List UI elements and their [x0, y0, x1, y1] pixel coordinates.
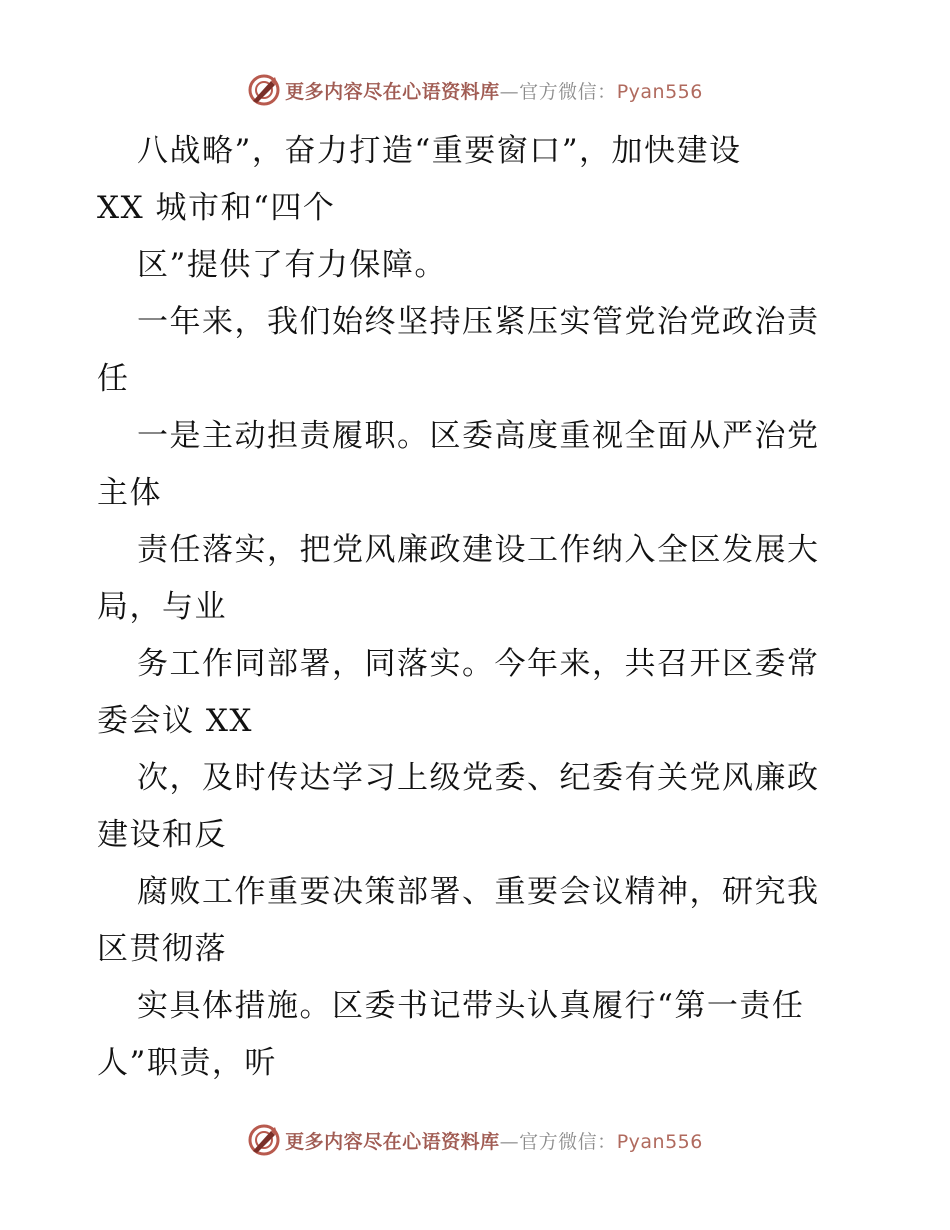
- text-line: 局，与业: [97, 589, 227, 625]
- text-line: 委会议 XX: [97, 703, 253, 739]
- text-line: 人”职责，听: [97, 1045, 277, 1081]
- text-line: 责任落实，把党风廉政建设工作纳入全区发展大: [137, 532, 820, 568]
- text-line: 次，及时传达学习上级党委、纪委有关党风廉政: [137, 760, 820, 796]
- watermark-lead: 更多内容尽在心语资料库: [285, 1130, 500, 1153]
- text-line: 建设和反: [97, 817, 227, 853]
- text-line: 一年来，我们始终坚持压紧压实管党治党政治责: [137, 304, 820, 340]
- watermark-account: Pyan556: [616, 1130, 703, 1153]
- text-line: 区”提供了有力保障。: [137, 247, 447, 283]
- watermark-separator: —: [499, 1130, 520, 1153]
- text-line: 八战略”，奋力打造“重要窗口”，加快建设: [137, 133, 742, 169]
- text-line: 一是主动担责履职。区委高度重视全面从严治党: [137, 418, 820, 454]
- text-line: XX 城市和“四个: [97, 190, 336, 226]
- text-line: 实具体措施。区委书记带头认真履行“第一责任: [137, 988, 805, 1024]
- text-line: 腐败工作重要决策部署、重要会议精神，研究我: [137, 874, 820, 910]
- text-line: 任: [97, 361, 130, 397]
- pen-logo-icon: [247, 1123, 281, 1157]
- watermark-separator: —: [499, 80, 520, 103]
- text-line: 区贯彻落: [97, 931, 227, 967]
- document-body: [97, 123, 857, 1092]
- text-line: 主体: [97, 475, 162, 511]
- text-line: 务工作同部署，同落实。今年来，共召开区委常: [137, 646, 820, 682]
- watermark-tail: 官方微信：: [519, 80, 617, 103]
- watermark-lead: 更多内容尽在心语资料库: [285, 80, 500, 103]
- pen-logo-icon: [247, 73, 281, 107]
- footer-watermark: [0, 1120, 950, 1160]
- header-watermark: [0, 70, 950, 110]
- watermark-tail: 官方微信：: [519, 1130, 617, 1153]
- watermark-account: Pyan556: [616, 80, 703, 103]
